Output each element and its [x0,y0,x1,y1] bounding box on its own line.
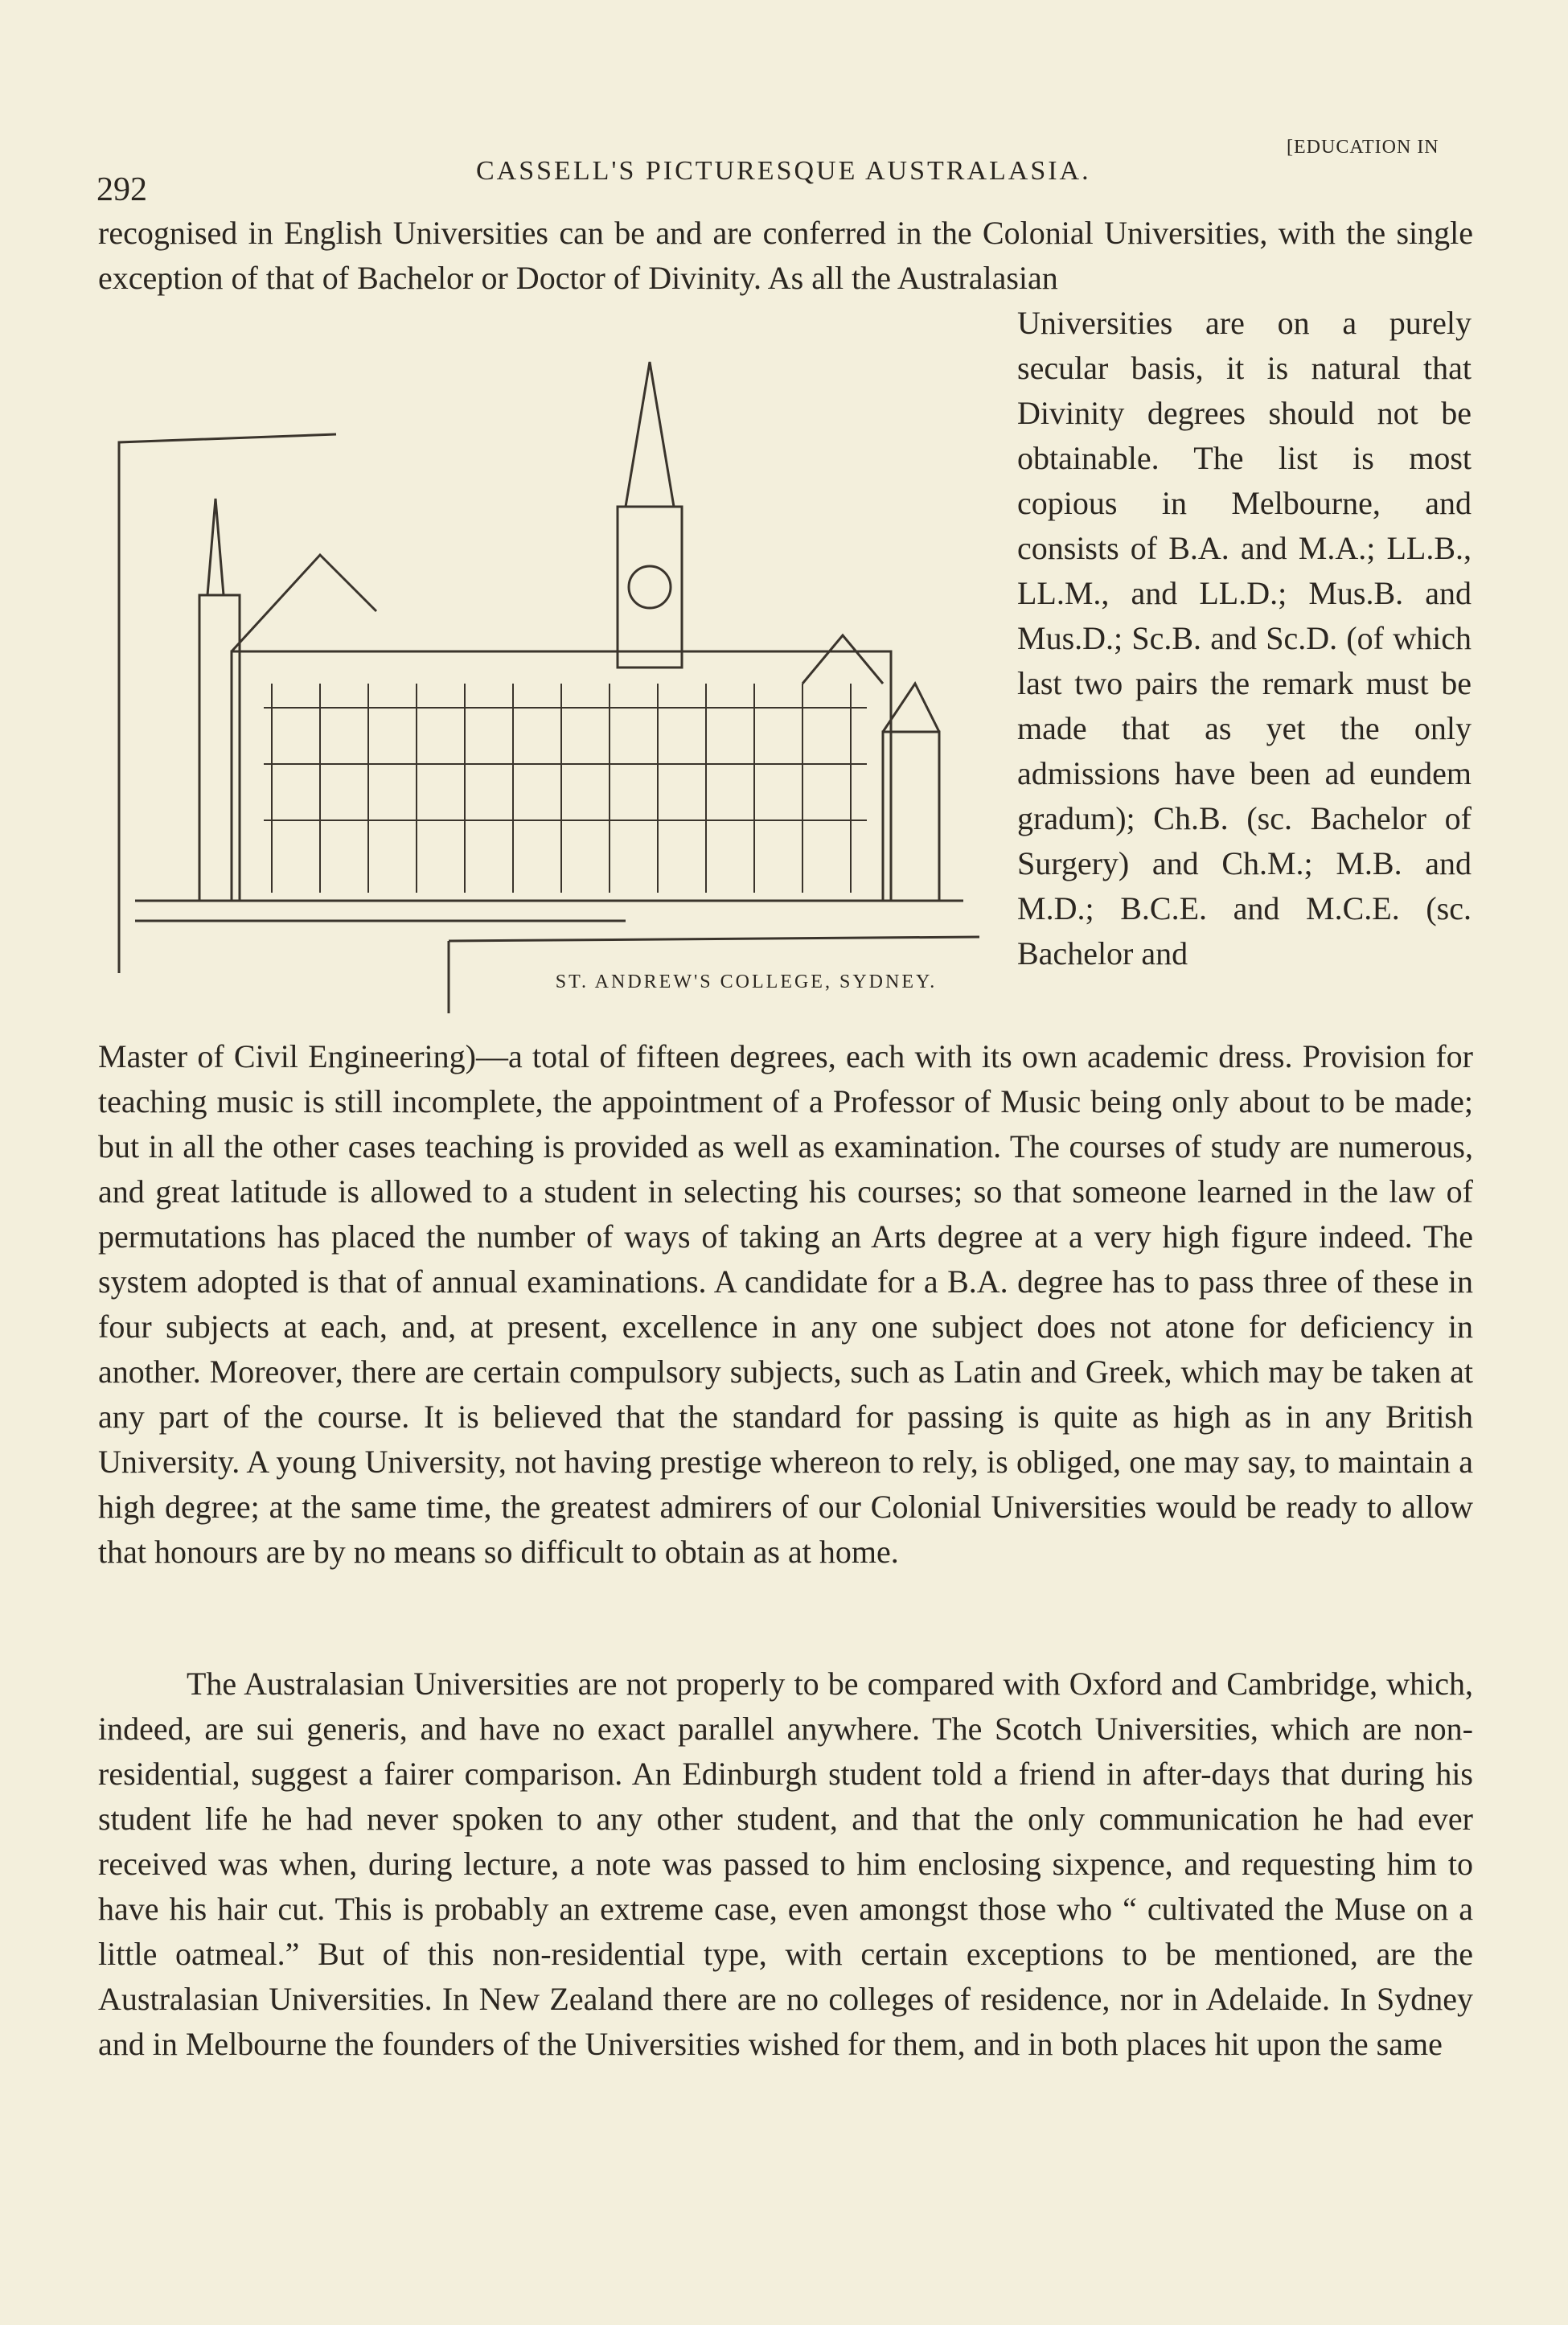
figure-caption: ST. ANDREW'S COLLEGE, SYDNEY. [497,965,995,1000]
paragraph-continued: Master of Civil Engineering)—a total of fifteen degrees, each with its own academic dress. Provision for teaching music is still incomplete, the appointment of a Professor of Music being only about to be made; but in all the other cases teaching is provided as well as examination. The courses of study are numerous, and great latitude is allowed to a student in selecting his courses; so that someone learned in the law of permutations has placed the number of ways of taking an Arts degree at a very high figure indeed. The system adopted is that of annual examinations. A candidate for a B.A. degree has to pass three of these in four subjects at each, and, at present, excellence in any one subject does not atone for deficiency in another. Moreover, there are certain compulsory subjects, such as Latin and Greek, which may be taken at any part of the course. It is believed that the standard for passing is quite as high as in any British University. A young University, not having prestige whereon to rely, is obliged, one may say, to maintain a high degree; at the same time, the greatest admirers of our Colonial Universities would be ready to allow that honours are by no means so difficult to obtain as at home. [98,1038,1473,1570]
paragraph-second: The Australasian Universities are not properly to be compared with Oxford and Cambridge, which, indeed, are sui generis, and have no exact parallel anywhere. The Scotch Universities, which are non-residential, suggest a fairer comparison. An Edinburgh student told a friend in after-days that during his student life he had never spoken to any other student, and that the only communication he had ever received was when, during lecture, a note was passed to him enclosing sixpence, and requesting him to have his hair cut. This is probably an extreme case, even amongst those who “ cultivated the Muse on a little oatmeal.” But of this non-residential type, with certain exceptions to be mentioned, are the Australasian Universities. In New Zealand there are no colleges of residence, nor in Adelaide. In Sydney and in Melbourne the founders of the Universities wished for them, and in both places hit upon the same [98,1666,1473,2062]
page-number: 292 [96,171,147,208]
college-engraving [111,346,1004,1037]
college-illustration [111,346,1004,1037]
paragraph-opening: recognised in English Universities can be and are conferred in the Colonial Universities, with the single exception of that of Bachelor or Doctor of Divinity. As all the Australasian [98,215,1473,296]
running-title: CASSELL'S PICTURESQUE AUSTRALASIA. [476,156,1091,186]
running-section: [EDUCATION IN [1287,137,1439,158]
paragraph-wrap-column: Universities are on a purely secular basis, it is natural that Divinity degrees should not be obtainable. The list is most copious in Melbourne, and consists of B.A. and M.A.; LL.B., LL.M., and LL.D.; Mus.B. and Mus.D.; Sc.B. and Sc.D. (of which last two pairs the remark must be made that as yet the only admissions have been ad eundem gradum); Ch.B. (sc. Bachelor of Surgery) and Ch.M.; M.B. and M.D.; B.C.E. and M.C.E. (sc. Bachelor and [1017,305,1472,971]
